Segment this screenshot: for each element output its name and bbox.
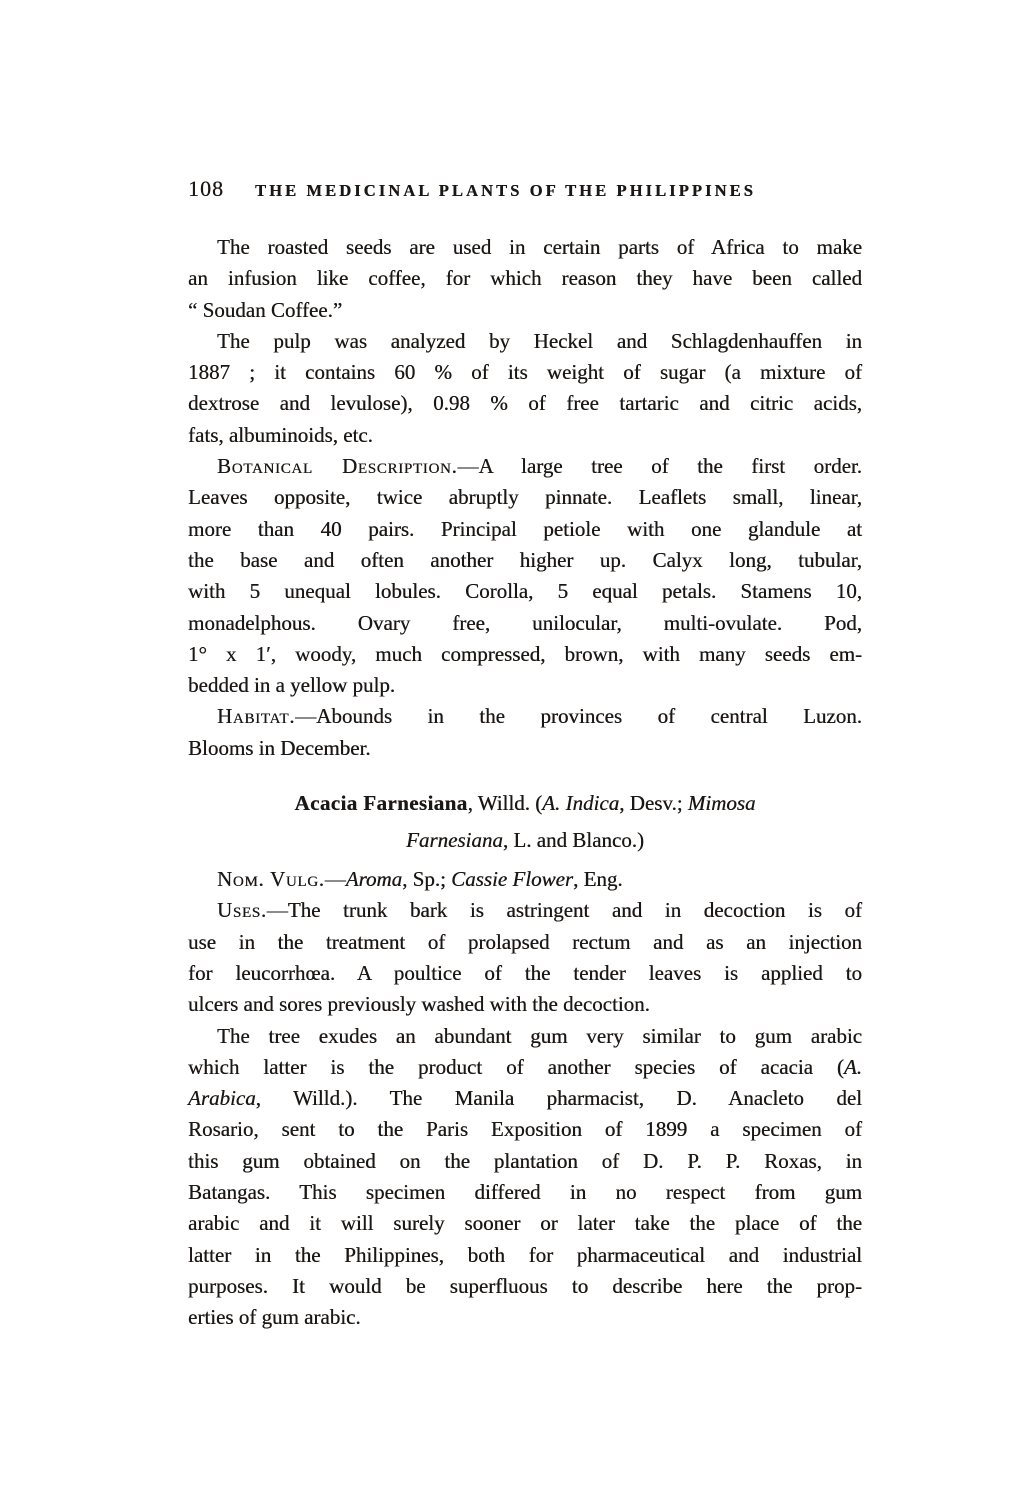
- text-line: [188, 1083, 862, 1114]
- text-segment: this gum obtained on the plantation of D. P. P. Roxas, in: [188, 1148, 862, 1173]
- text-line: [188, 1021, 862, 1052]
- text-segment: , Sp.;: [402, 867, 452, 892]
- italic-text: Cassie Flower: [451, 867, 574, 892]
- paragraph: [188, 701, 862, 764]
- text-line: [188, 326, 862, 357]
- text-line: [188, 1177, 862, 1208]
- text-line: [188, 670, 862, 701]
- italic-text: Farnesiana: [406, 828, 503, 853]
- text-line: [188, 420, 862, 451]
- text-segment: more than 40 pairs. Principal petiole with one glandule at: [188, 516, 862, 541]
- text-line: [188, 733, 862, 764]
- text-line: [188, 576, 862, 607]
- text-segment: monadelphous. Ovary free, unilocular, multi-ovulate. Pod,: [188, 610, 862, 635]
- small-caps-label: Habitat.: [217, 704, 296, 729]
- text-line: [188, 927, 862, 958]
- text-segment: purposes. It would be superfluous to describe here the prop-: [188, 1273, 862, 1298]
- paragraph: [188, 326, 862, 451]
- text-segment: erties of gum arabic.: [188, 1305, 361, 1330]
- text-line: [188, 1208, 862, 1239]
- text-segment: Blooms in December.: [188, 735, 371, 760]
- text-segment: “ Soudan Coffee.”: [188, 297, 343, 322]
- text-segment: —A large tree of the first order.: [457, 454, 862, 479]
- paragraph: [188, 1021, 862, 1334]
- paragraph: [188, 451, 862, 701]
- text-line: [188, 388, 862, 419]
- text-line: [188, 482, 862, 513]
- text-segment: with 5 unequal lobules. Corolla, 5 equal petals. Stamens 10,: [188, 579, 862, 604]
- text-line: [188, 989, 862, 1020]
- text-line: [188, 958, 862, 989]
- text-segment: Leaves opposite, twice abruptly pinnate. Leaflets small, linear,: [188, 485, 862, 510]
- text-segment: for leucorrhœa. A poultice of the tender leaves is applied to: [188, 960, 862, 985]
- italic-text: A. Indica: [542, 791, 620, 816]
- italic-text: Aroma: [345, 867, 403, 892]
- text-segment: 1° x 1′, woody, much compressed, brown, with many seeds em-: [188, 641, 862, 666]
- text-segment: the base and often another higher up. Calyx long, tubular,: [188, 547, 862, 572]
- text-line: [188, 545, 862, 576]
- text-segment: , Eng.: [573, 867, 623, 892]
- text-line: [188, 1052, 862, 1083]
- paragraph: [188, 864, 862, 895]
- text-line: [188, 639, 862, 670]
- text-line: [188, 895, 862, 926]
- page-number: 108: [188, 176, 224, 201]
- text-segment: —Abounds in the provinces of central Luzon.: [295, 704, 862, 729]
- text-line: [188, 1146, 862, 1177]
- small-caps-label: Nom. Vulg.: [217, 867, 325, 892]
- text-line: [188, 1302, 862, 1333]
- text-segment: The tree exudes an abundant gum very similar to gum arabic: [217, 1023, 862, 1048]
- text-line: [188, 864, 862, 895]
- text-line: [188, 357, 862, 388]
- text-segment: , Willd. (: [467, 791, 543, 816]
- text-segment: latter in the Philippines, both for pharmaceutical and industrial: [188, 1242, 862, 1267]
- text-segment: 1887 ; it contains 60 % of its weight of sugar (a mixture of: [188, 360, 862, 385]
- text-line: [188, 451, 862, 482]
- text-line: [188, 263, 862, 294]
- species-heading: [188, 785, 862, 859]
- italic-text: Mimosa: [687, 791, 756, 816]
- text-segment: , L. and Blanco.): [502, 828, 644, 853]
- text-segment: Batangas. This specimen differed in no respect from gum: [188, 1180, 862, 1205]
- text-segment: fats, albuminoids, etc.: [188, 422, 373, 447]
- text-line: [188, 608, 862, 639]
- text-line: [188, 232, 862, 263]
- italic-text: Arabica: [188, 1086, 256, 1111]
- small-caps-label: Uses.: [217, 898, 267, 923]
- text-line: [188, 1271, 862, 1302]
- text-segment: The roasted seeds are used in certain parts of Africa to make: [217, 235, 862, 259]
- text-line: [188, 1114, 862, 1145]
- text-segment: an infusion like coffee, for which reason they have been called: [188, 266, 862, 291]
- text-line: [188, 785, 862, 822]
- page-content: [188, 176, 862, 1334]
- text-segment: which latter is the product of another species of acacia (: [188, 1054, 844, 1079]
- text-segment: —The trunk bark is astringent and in decoction is of: [266, 898, 862, 923]
- bold-species-name: Acacia Farnesiana: [294, 791, 468, 816]
- text-line: [188, 822, 862, 859]
- text-segment: arabic and it will surely sooner or later take the place of the: [188, 1211, 862, 1236]
- text-segment: The pulp was analyzed by Heckel and Schlagdenhauffen in: [217, 328, 862, 353]
- text-line: [188, 295, 862, 326]
- text-segment: , Willd.). The Manila pharmacist, D. Anacleto del: [255, 1086, 862, 1111]
- page-body: [188, 232, 862, 1334]
- paragraph: [188, 895, 862, 1020]
- text-line: [188, 701, 862, 732]
- text-segment: ulcers and sores previously washed with the decoction.: [188, 992, 650, 1017]
- text-segment: Rosario, sent to the Paris Exposition of 1899 a specimen of: [188, 1117, 862, 1142]
- small-caps-label: Botanical Description.: [217, 454, 458, 479]
- text-segment: —: [324, 867, 346, 892]
- text-segment: , Desv.;: [619, 791, 688, 816]
- text-segment: dextrose and levulose), 0.98 % of free tartaric and citric acids,: [188, 391, 862, 416]
- text-segment: bedded in a yellow pulp.: [188, 673, 396, 698]
- running-title: THE MEDICINAL PLANTS OF THE PHILIPPINES: [255, 181, 756, 200]
- page-header: [188, 176, 862, 202]
- text-segment: use in the treatment of prolapsed rectum and as an injection: [188, 929, 862, 954]
- text-line: [188, 514, 862, 545]
- text-line: [188, 1240, 862, 1271]
- italic-text: A.: [843, 1054, 862, 1079]
- paragraph: [188, 232, 862, 326]
